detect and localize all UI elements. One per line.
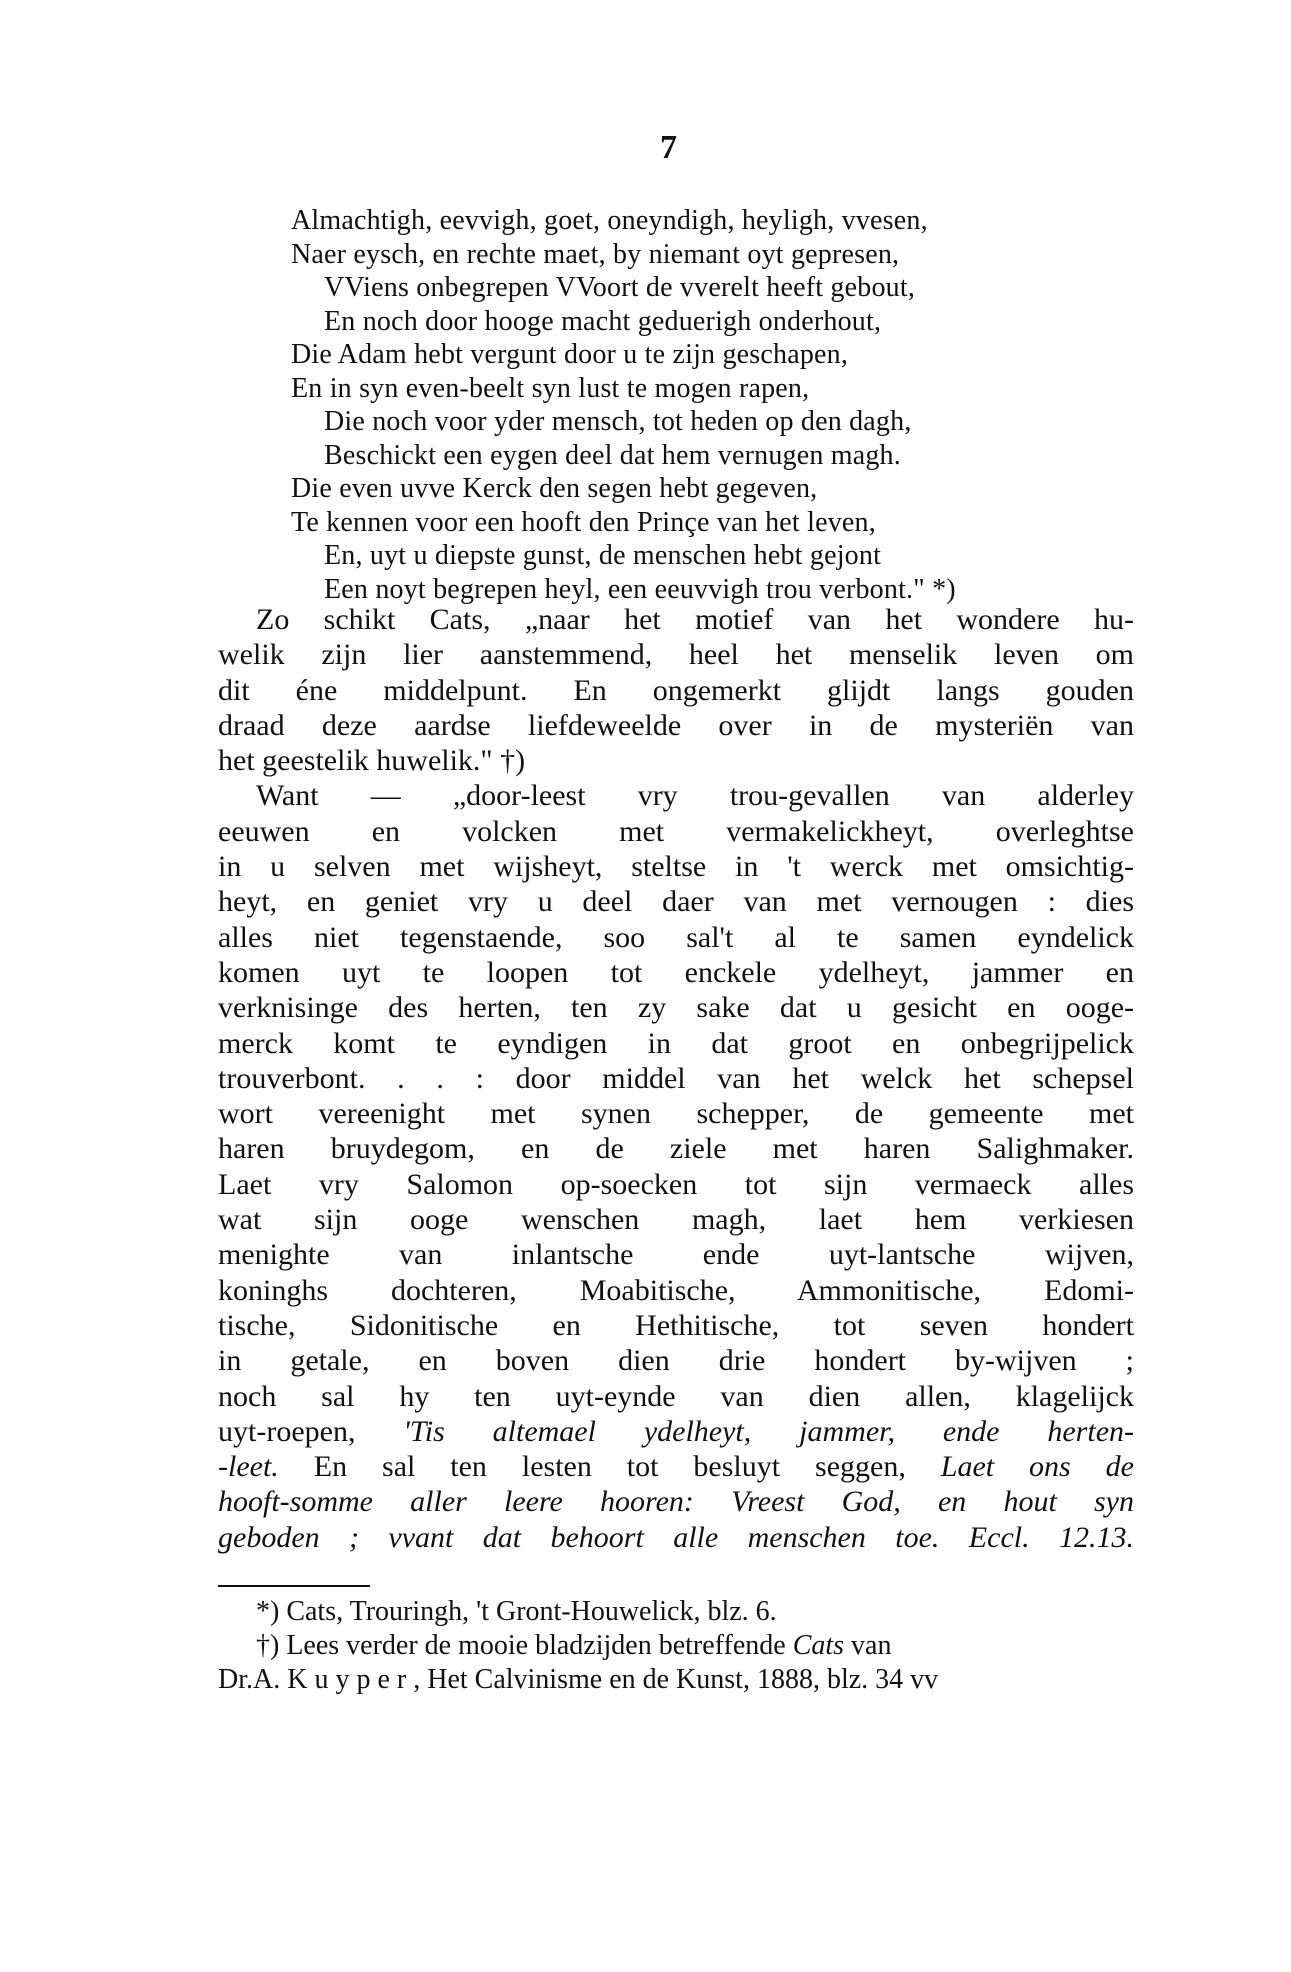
poem-line: Te kennen voor een hooft den Prinçe van het leven, (291, 506, 876, 538)
text-line: welik zijn lier aanstemmend, heel het menselik leven om (218, 638, 1134, 672)
poem-line: En in syn even-beelt syn lust te mogen rapen, (291, 372, 810, 404)
text-line: tische, Sidonitische en Hethitische, tot seven hondert (218, 1308, 1134, 1342)
text-line: hooft-somme aller leere hooren: Vreest God, en hout syn (218, 1485, 1134, 1519)
page-number: 7 (660, 129, 677, 166)
footnote-2-continued: Dr.A. Kuyper, Het Calvinisme en de Kunst, 1888, blz. 34 vv (218, 1664, 939, 1695)
text-line: alles niet tegenstaende, soo sal't al te samen eyndelick (218, 920, 1134, 954)
text-line: Want — „door-leest vry trou-gevallen van alderley (256, 779, 1134, 813)
text-line: dit éne middelpunt. En ongemerkt glijdt langs gouden (218, 673, 1134, 707)
paragraph-1 (218, 602, 1134, 778)
text-line: noch sal hy ten uyt-eynde van dien allen, klagelijck (218, 1379, 1134, 1413)
footnote-2: †) Lees verder de mooie bladzijden betreffende Cats van (256, 1630, 892, 1661)
text-line: in getale, en boven dien drie hondert by-wijven ; (218, 1344, 1134, 1378)
text-line: koninghs dochteren, Moabitische, Ammonitische, Edomi- (218, 1273, 1134, 1307)
poem-line: Almachtigh, eevvigh, goet, oneyndigh, heyligh, vvesen, (291, 205, 928, 236)
poem-quotation (291, 204, 1141, 606)
text-line: Zo schikt Cats, „naar het motief van het wondere hu- (256, 603, 1134, 636)
text-line: komen uyt te loopen tot enckele ydelheyt, jammer en (218, 955, 1134, 989)
poem-line: Die noch voor yder mensch, tot heden op den dagh, (324, 406, 912, 437)
poem-line: Die Adam hebt vergunt door u te zijn geschapen, (291, 339, 849, 370)
text-line: merck komt te eyndigen in dat groot en onbegrijpelick (218, 1026, 1134, 1060)
poem-line: En noch door hooge macht geduerigh onderhout, (324, 305, 882, 337)
text-line: het geestelik huwelik." †) (218, 744, 526, 778)
poem-line: Een noyt begrepen heyl, een eeuvvigh trou verbont." *) (324, 573, 956, 605)
text-line: heyt, en geniet vry u deel daer van met vernougen : dies (218, 885, 1134, 919)
text-line: in u selven met wijsheyt, steltse in 't werck met omsichtig- (218, 850, 1134, 884)
text-line: menighte van inlantsche ende uyt-lantsche wijven, (218, 1238, 1134, 1272)
text-line: trouverbont. . . : door middel van het welck het schepsel (218, 1061, 1134, 1095)
footnote-1: *) Cats, Trouringh, 't Gront-Houwelick, blz. 6. (256, 1596, 777, 1627)
text-line: haren bruydegom, en de ziele met haren Salighmaker. (218, 1132, 1134, 1166)
poem-line: En, uyt u diepste gunst, de menschen hebt gejont (324, 540, 882, 571)
paragraph-2 (218, 778, 1134, 1555)
body-text (218, 602, 1134, 1555)
text-line: verknisinge des herten, ten zy sake dat u gesicht en ooge- (218, 991, 1134, 1025)
text-line: wat sijn ooge wenschen magh, laet hem verkiesen (218, 1203, 1134, 1237)
text-line: draad deze aardse liefdeweelde over in de mysteriën van (218, 708, 1134, 742)
poem-line: VViens onbegrepen VVoort de vverelt heeft gebout, (324, 272, 916, 303)
footnotes (218, 1595, 1134, 1697)
text-line: -leet. En sal ten lesten tot besluyt seggen, Laet ons de (218, 1450, 1134, 1484)
text-line: Laet vry Salomon op-soecken tot sijn vermaeck alles (218, 1167, 1134, 1201)
poem-line: Beschickt een eygen deel dat hem vernugen magh. (324, 439, 901, 471)
text-line: wort vereenight met synen schepper, de gemeente met (218, 1097, 1134, 1131)
footnote-divider (218, 1585, 370, 1587)
text-line: uyt-roepen, 'Tis altemael ydelheyt, jammer, ende herten- (218, 1414, 1134, 1448)
poem-line: Die even uvve Kerck den segen hebt gegeven, (291, 473, 818, 504)
text-line: geboden ; vvant dat behoort alle menschen toe. Eccl. 12.13. (218, 1520, 1134, 1554)
poem-line: Naer eysch, en rechte maet, by niemant oyt gepresen, (291, 238, 900, 270)
text-line: eeuwen en volcken met vermakelickheyt, overleghtse (218, 814, 1134, 848)
